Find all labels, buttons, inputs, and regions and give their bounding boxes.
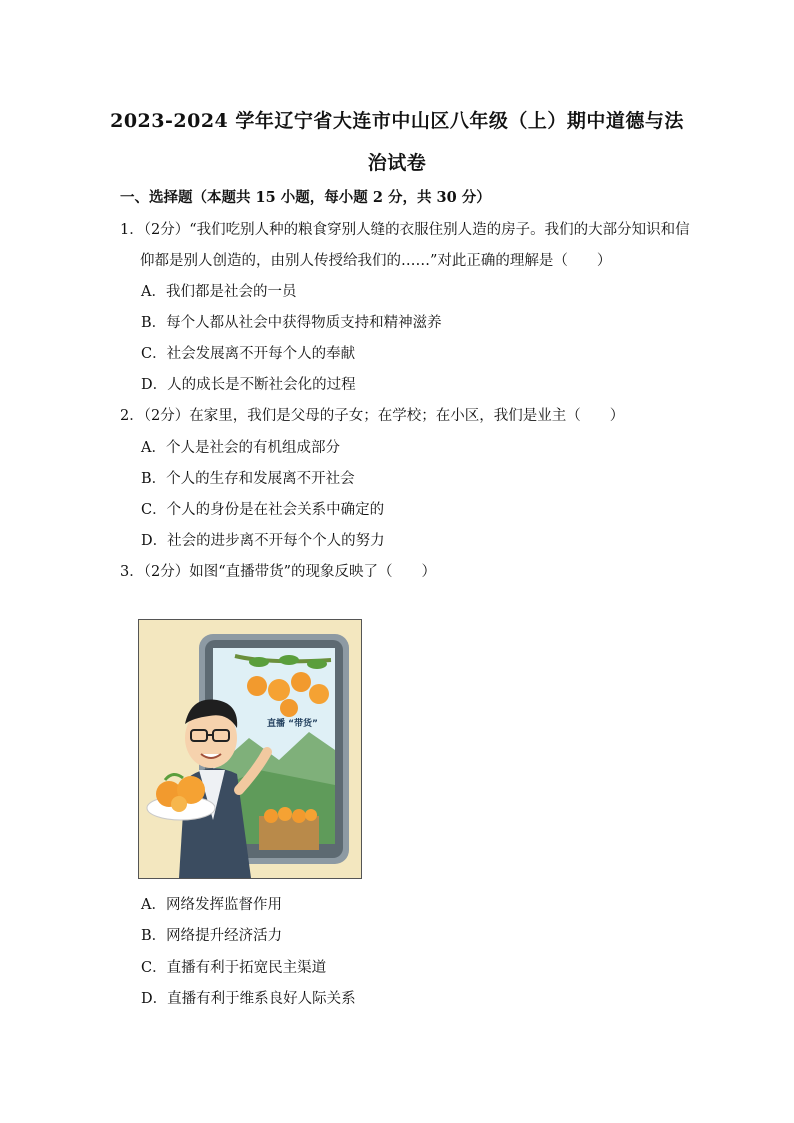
question-1-option-b: B．每个人都从社会中获得物质支持和精神滋养 [141,315,442,331]
question-2-option-b: B．个人的生存和发展离不开社会 [141,471,355,487]
question-1-stem-continued: 仰都是别人创造的，由别人传授给我们的……”对此正确的理解是（ ） [140,253,612,269]
question-2-option-d: D．社会的进步离不开每个个人的努力 [141,533,385,549]
exam-title-line2: 治试卷 [367,152,427,174]
livestream-sales-illustration [138,619,362,879]
question-3-stem: 3．（2分）如图“直播带货”的现象反映了（ ） [120,564,437,580]
question-3-option-d: D．直播有利于维系良好人际关系 [141,991,356,1007]
question-2-stem: 2．（2分）在家里，我们是父母的子女；在学校；在小区，我们是业主（ ） [120,408,625,424]
question-2-option-c: C．个人的身份是在社会关系中确定的 [141,502,385,518]
question-3-option-b: B．网络提升经济活力 [141,928,283,944]
question-1-option-d: D．人的成长是不断社会化的过程 [141,377,356,393]
question-3-option-c: C．直播有利于拓宽民主渠道 [141,960,327,976]
exam-title-line1: 2023-2024 学年辽宁省大连市中山区八年级（上）期中道德与法 [110,110,684,132]
question-1-option-a: A．我们都是社会的一员 [141,284,297,300]
section-heading: 一、选择题（本题共 15 小题，每小题 2 分，共 30 分） [120,189,491,206]
question-1-stem: 1．（2分）“我们吃别人种的粮食穿别人缝的衣服住别人造的房子。我们的大部分知识和信 [120,222,690,238]
question-3-option-a: A．网络发挥监督作用 [141,897,282,913]
question-1-option-c: C．社会发展离不开每个人的奉献 [141,346,356,362]
question-2-option-a: A．个人是社会的有机组成部分 [141,440,340,456]
figure-caption: 直播 “带货” [267,719,318,729]
